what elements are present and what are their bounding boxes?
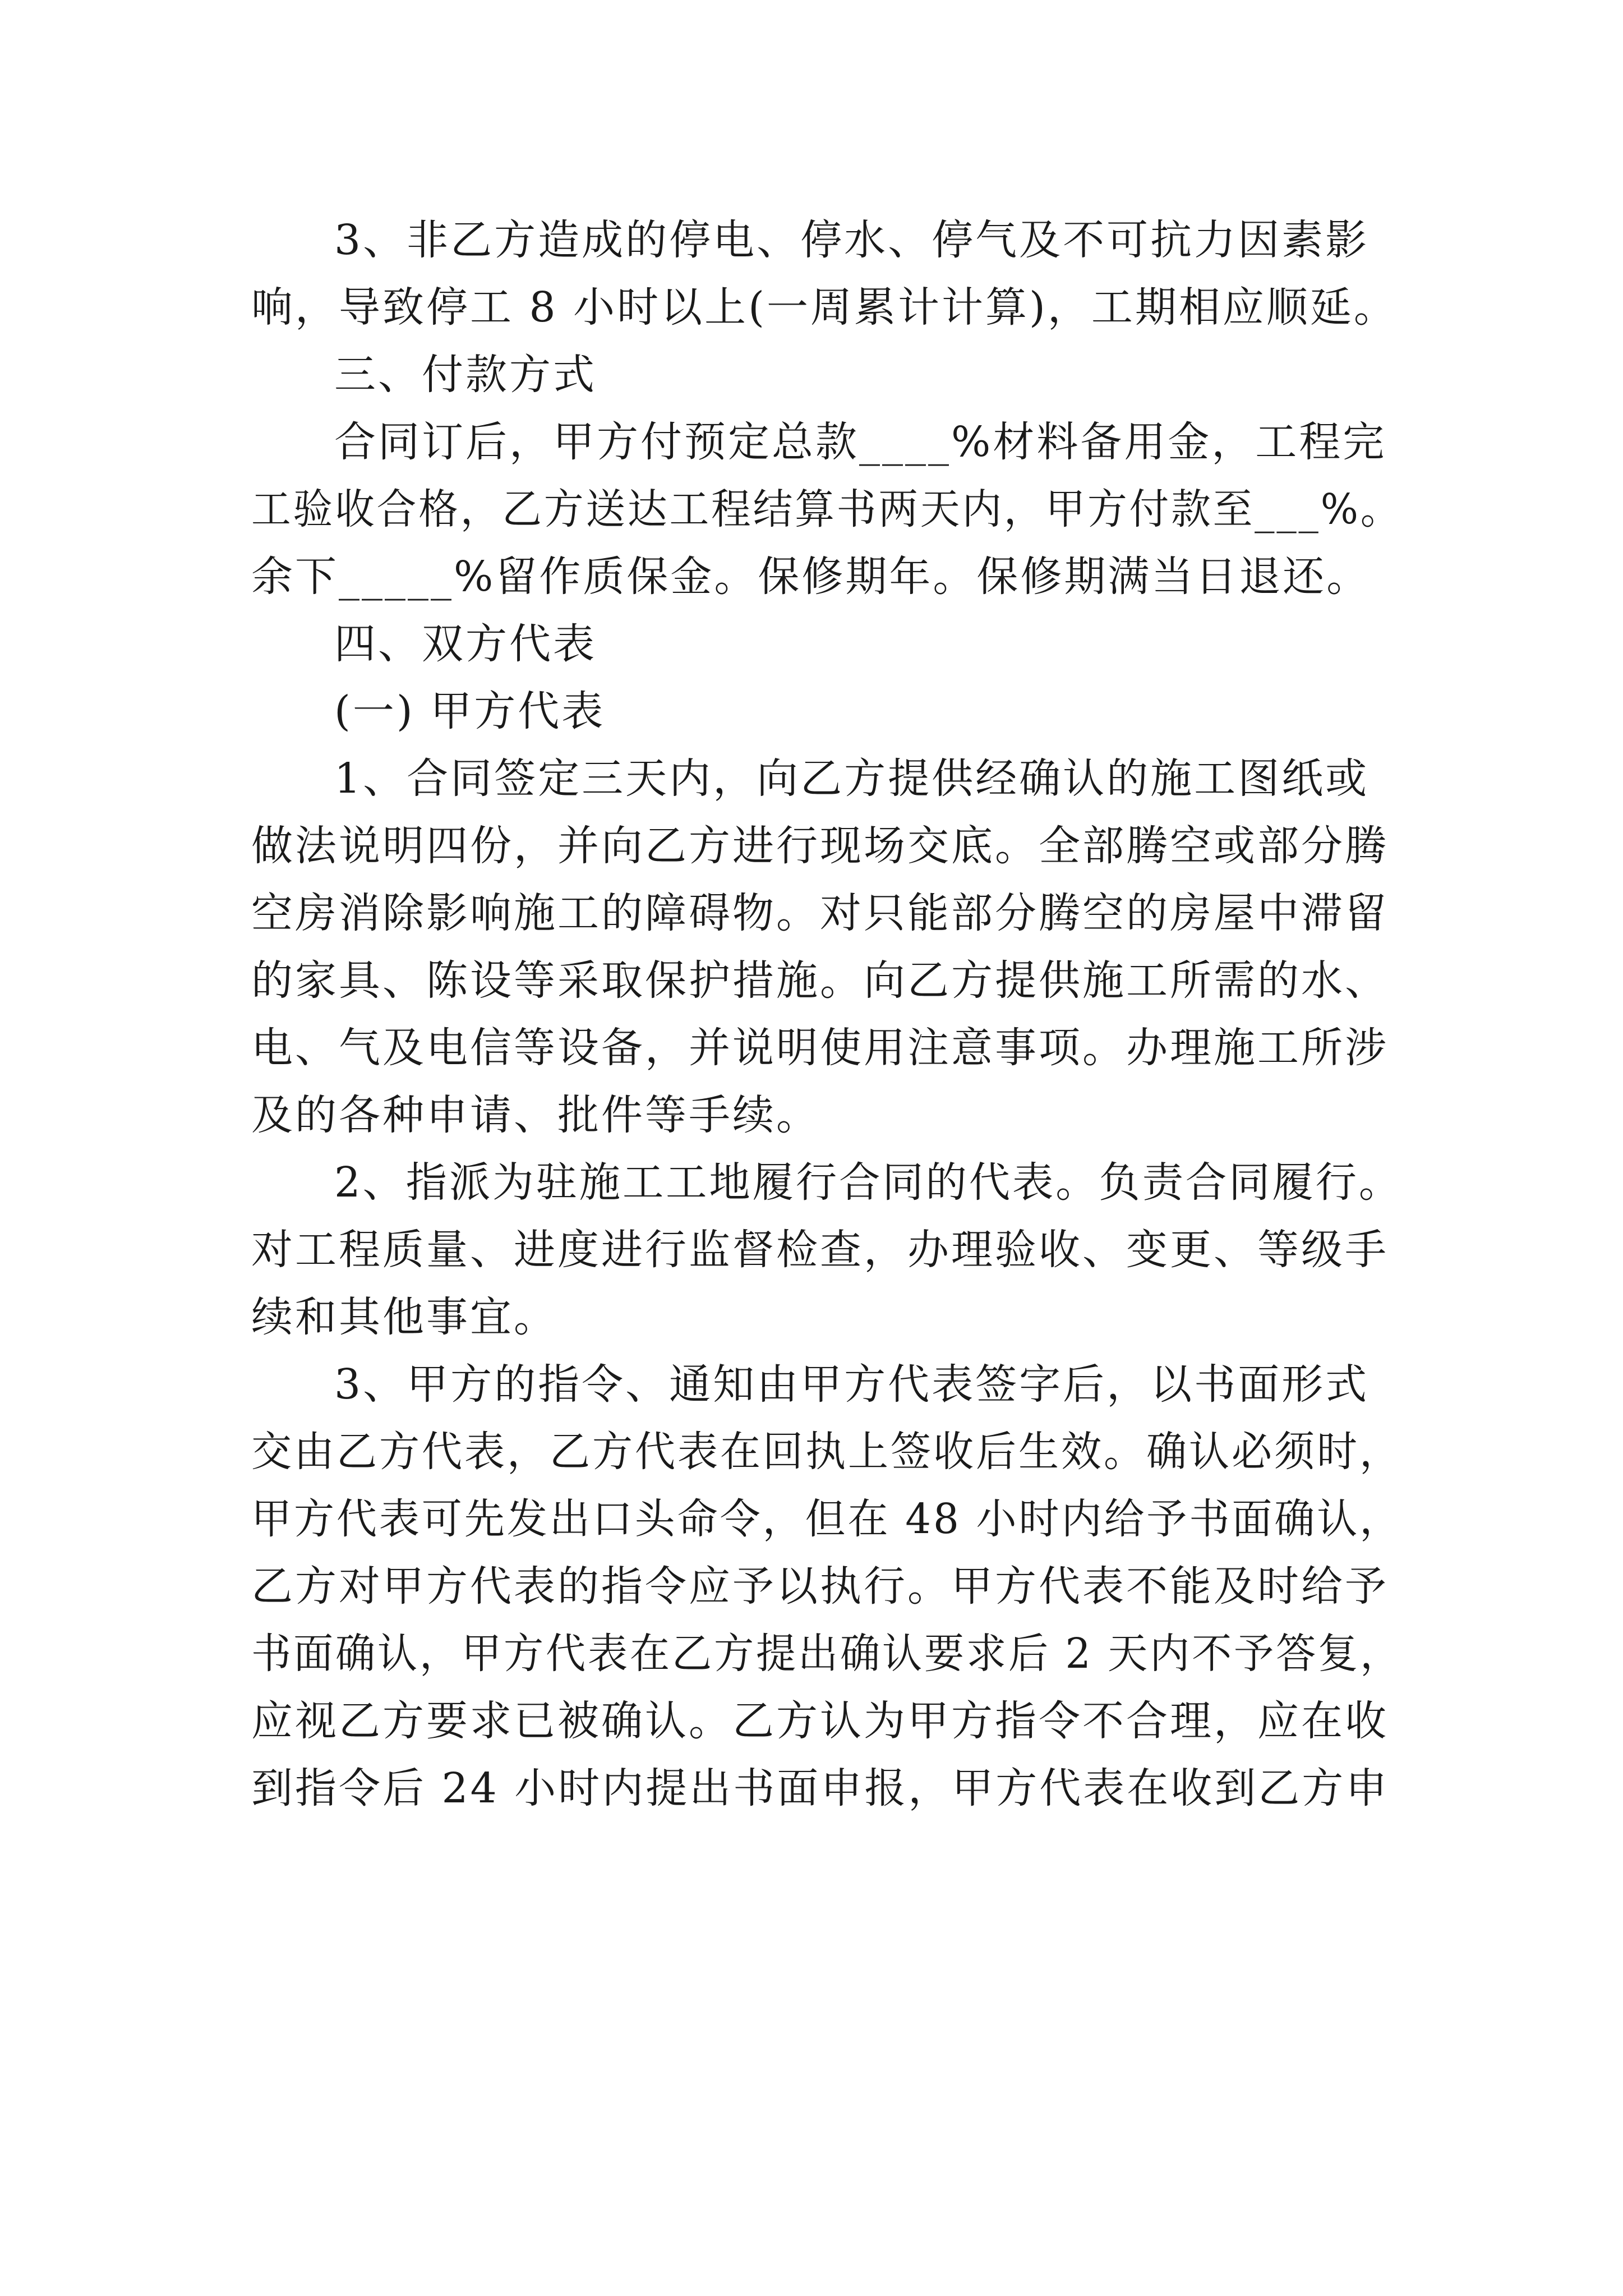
text-line: 3、甲方的指令、通知由甲方代表签字后，以书面形式 xyxy=(334,1360,1370,1409)
text-line: 对工程质量、进度进行监督检查，办理验收、变更、等级手 xyxy=(251,1226,1389,1274)
text-line: 空房消除影响施工的障碍物。对只能部分腾空的房屋中滞留 xyxy=(251,889,1389,937)
text-line: 合同订后，甲方付预定总款____%材料备用金，工程完 xyxy=(334,418,1387,466)
text-line: 做法说明四份，并向乙方进行现场交底。全部腾空或部分腾 xyxy=(251,822,1389,870)
text-line: 2、指派为驻施工工地履行合同的代表。负责合同履行。 xyxy=(334,1158,1403,1207)
text-line: 交由乙方代表，乙方代表在回执上签收后生效。确认必须时， xyxy=(251,1428,1402,1476)
text-line: 1、合同签定三天内，向乙方提供经确认的施工图纸或 xyxy=(334,754,1370,803)
section-heading: 三、付款方式 xyxy=(334,351,597,399)
section-heading: 四、双方代表 xyxy=(334,620,597,668)
text-line: 工验收合格，乙方送达工程结算书两天内，甲方付款至___%。 xyxy=(251,485,1403,533)
text-line: 到指令后 24 小时内提出书面申报，甲方代表在收到乙方申 xyxy=(251,1764,1390,1812)
text-line: 电、气及电信等设备，并说明使用注意事项。办理施工所涉 xyxy=(251,1024,1389,1072)
text-line: 乙方对甲方代表的指令应予以执行。甲方代表不能及时给予 xyxy=(251,1562,1389,1611)
text-line: 及的各种申请、批件等手续。 xyxy=(251,1091,820,1139)
subsection-heading: (一) 甲方代表 xyxy=(334,687,606,735)
text-line: 的家具、陈设等采取保护措施。向乙方提供施工所需的水、 xyxy=(251,956,1389,1005)
text-line: 应视乙方要求已被确认。乙方认为甲方指令不合理，应在收 xyxy=(251,1697,1389,1745)
text-line: 余下_____%留作质保金。保修期年。保修期满当日退还。 xyxy=(251,553,1371,601)
text-line: 响，导致停工 8 小时以上(一周累计计算)，工期相应顺延。 xyxy=(251,283,1398,332)
text-line: 3、非乙方造成的停电、停水、停气及不可抗力因素影 xyxy=(334,216,1370,264)
text-line: 书面确认，甲方代表在乙方提出确认要求后 2 天内不予答复， xyxy=(251,1630,1403,1678)
text-line: 续和其他事宜。 xyxy=(251,1293,557,1341)
text-line: 甲方代表可先发出口头命令，但在 48 小时内给予书面确认， xyxy=(251,1495,1403,1543)
